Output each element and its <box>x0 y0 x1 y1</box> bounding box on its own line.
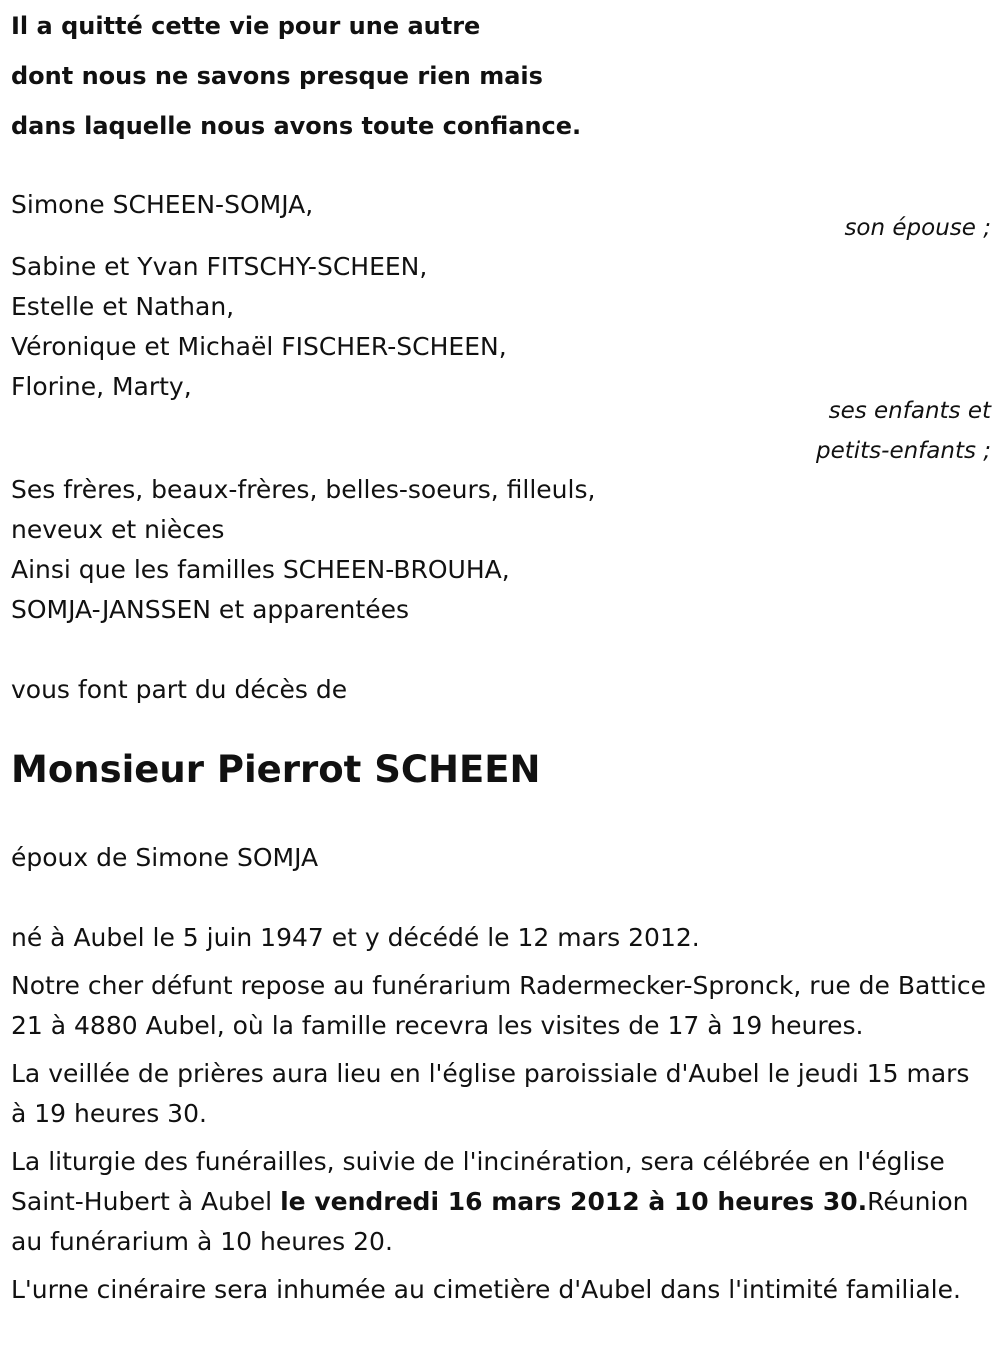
children-list <box>11 247 507 407</box>
child-line-2: Estelle et Nathan, <box>11 292 235 321</box>
children-role <box>816 391 991 471</box>
details-section <box>11 918 991 1310</box>
urn-paragraph: L'urne cinéraire sera inhumée au cimetière d'Aubel dans l'intimité familiale. <box>11 1275 961 1304</box>
spouse-of-text: époux de Simone SOMJA <box>11 843 319 872</box>
vigil-paragraph: La veillée de prières aura lieu en l'église paroissiale d'Aubel le jeudi 15 mars à 19 heures 30. <box>11 1059 970 1128</box>
child-line-3: Véronique et Michaël FISCHER-SCHEEN, <box>11 332 507 361</box>
relatives-line-3: Ainsi que les familles SCHEEN-BROUHA, <box>11 555 510 584</box>
child-line-1: Sabine et Yvan FITSCHY-SCHEEN, <box>11 252 428 281</box>
quote-line-1: Il a quitté cette vie pour une autre <box>11 12 481 40</box>
spouse-role: son épouse ; <box>844 215 991 241</box>
funeral-text-start: La liturgie des funérailles, suivie de l'incinération, sera célébrée en l'église Saint-Hubert à Aubel <box>11 1147 945 1216</box>
announcement-text: vous font part du décès de <box>11 675 348 704</box>
relatives-list <box>11 470 595 630</box>
funeral-date-highlight: le vendredi 16 mars 2012 à 10 heures 30. <box>280 1187 868 1216</box>
child-line-4: Florine, Marty, <box>11 372 192 401</box>
funeral-paragraph <box>11 1142 991 1262</box>
children-role-line-1: ses enfants et <box>828 398 991 424</box>
opening-quote <box>11 1 581 151</box>
spouse-name: Simone SCHEEN-SOMJA, <box>11 190 314 219</box>
relatives-line-2: neveux et nièces <box>11 515 225 544</box>
funeral-text-end: Réunion au funérarium à 10 heures 20. <box>11 1187 969 1256</box>
relatives-line-1: Ses frères, beaux-frères, belles-soeurs, filleuls, <box>11 475 596 504</box>
deceased-name: Monsieur Pierrot SCHEEN <box>11 748 541 791</box>
birth-death-paragraph: né à Aubel le 5 juin 1947 et y décédé le 12 mars 2012. <box>11 923 700 952</box>
quote-line-2: dont nous ne savons presque rien mais <box>11 62 543 90</box>
children-role-line-2: petits-enfants ; <box>815 438 991 464</box>
repose-paragraph: Notre cher défunt repose au funérarium Radermecker-Spronck, rue de Battice 21 à 4880 Aubel, où la famille recevra les visites de 17 à 19 heures. <box>11 971 987 1040</box>
relatives-line-4: SOMJA-JANSSEN et apparentées <box>11 595 409 624</box>
quote-line-3: dans laquelle nous avons toute confiance. <box>11 112 582 140</box>
